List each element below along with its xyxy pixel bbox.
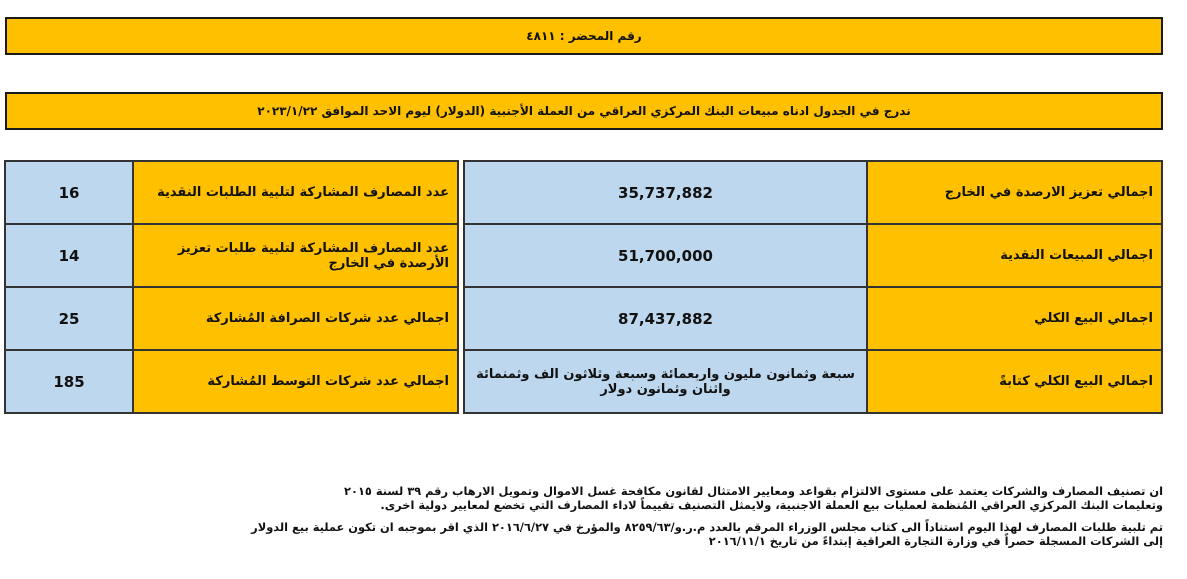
transfer-banks-count-value: 14 xyxy=(5,224,133,287)
note-line: إلى الشركات المسجلة حصراً في وزارة التجارة العراقية إبتداءً من تاريخ ٢٠١٦/١١/١ xyxy=(708,534,1163,548)
sales-totals-table xyxy=(463,160,1163,414)
notes xyxy=(13,484,1163,548)
session-number-bar xyxy=(5,17,1163,55)
exchange-companies-count-value: 25 xyxy=(5,287,133,350)
table-row xyxy=(5,350,458,413)
exchange-companies-count-label: اجمالي عدد شركات الصرافة المُشاركة xyxy=(133,287,458,350)
cash-banks-count-label: عدد المصارف المشاركة لتلبية الطلبات النقدية xyxy=(133,161,458,224)
table-row xyxy=(464,224,1162,287)
note-line: ان تصنيف المصارف والشركات يعتمد على مستوى الالتزام بقواعد ومعايير الامتثال لقانون مكافحة غسل الاموال وتمويل الارهاب رقم ٣٩ لسنة ٢٠١٥ xyxy=(344,484,1163,498)
participants-table xyxy=(4,160,459,414)
total-cash-sales-value: 51,700,000 xyxy=(464,224,867,287)
total-cash-sales-label: اجمالي المبيعات النقدية xyxy=(867,224,1162,287)
table-row xyxy=(5,287,458,350)
intro-text: ندرج في الجدول ادناه مبيعات البنك المركزي العراقي من العملة الأجنبية (الدولار) ليوم الاحد الموافق ٢٠٢٣/١/٢٢ xyxy=(257,104,911,118)
total-sales-label: اجمالي البيع الكلي xyxy=(867,287,1162,350)
total-foreign-transfers-value: 35,737,882 xyxy=(464,161,867,224)
intro-bar xyxy=(5,92,1163,130)
total-sales-value: 87,437,882 xyxy=(464,287,867,350)
session-number: رقم المحضر : ٤٨١١ xyxy=(526,29,642,43)
note-line: تم تلبية طلبات المصارف لهذا اليوم استناداً الى كتاب مجلس الوزراء المرقم بالعدد م.ر.و/٨٢٥٩/٦٣ والمؤرخ في ٢٠١٦/٦/٢٧ الذي اقر بموجبه ان تكون عملية بيع الدولار xyxy=(251,520,1163,534)
brokerage-companies-count-label: اجمالي عدد شركات التوسط المُشاركة xyxy=(133,350,458,413)
note-line: وتعليمات البنك المركزي العراقي المُنظمة لعمليات بيع العملة الاجنبية، ولايمثل التصنيف تقييماً لاداء المصارف التي تخضع لمعايير دولية اخرى. xyxy=(380,498,1163,512)
total-foreign-transfers-label: اجمالي تعزيز الارصدة في الخارج xyxy=(867,161,1162,224)
table-row xyxy=(5,224,458,287)
total-sales-in-words-label: اجمالي البيع الكلي كتابةً xyxy=(867,350,1162,413)
table-row xyxy=(5,161,458,224)
total-sales-in-words-value: سبعة وثمانون مليون واربعمائة وسبعة وثلاثون الف وثمنمائة واثنان وثمانون دولار xyxy=(464,350,867,413)
cash-banks-count-value: 16 xyxy=(5,161,133,224)
table-row xyxy=(464,350,1162,413)
table-row xyxy=(464,161,1162,224)
transfer-banks-count-label: عدد المصارف المشاركة لتلبية طلبات تعزيز الأرصدة في الخارج xyxy=(133,224,458,287)
table-row xyxy=(464,287,1162,350)
brokerage-companies-count-value: 185 xyxy=(5,350,133,413)
